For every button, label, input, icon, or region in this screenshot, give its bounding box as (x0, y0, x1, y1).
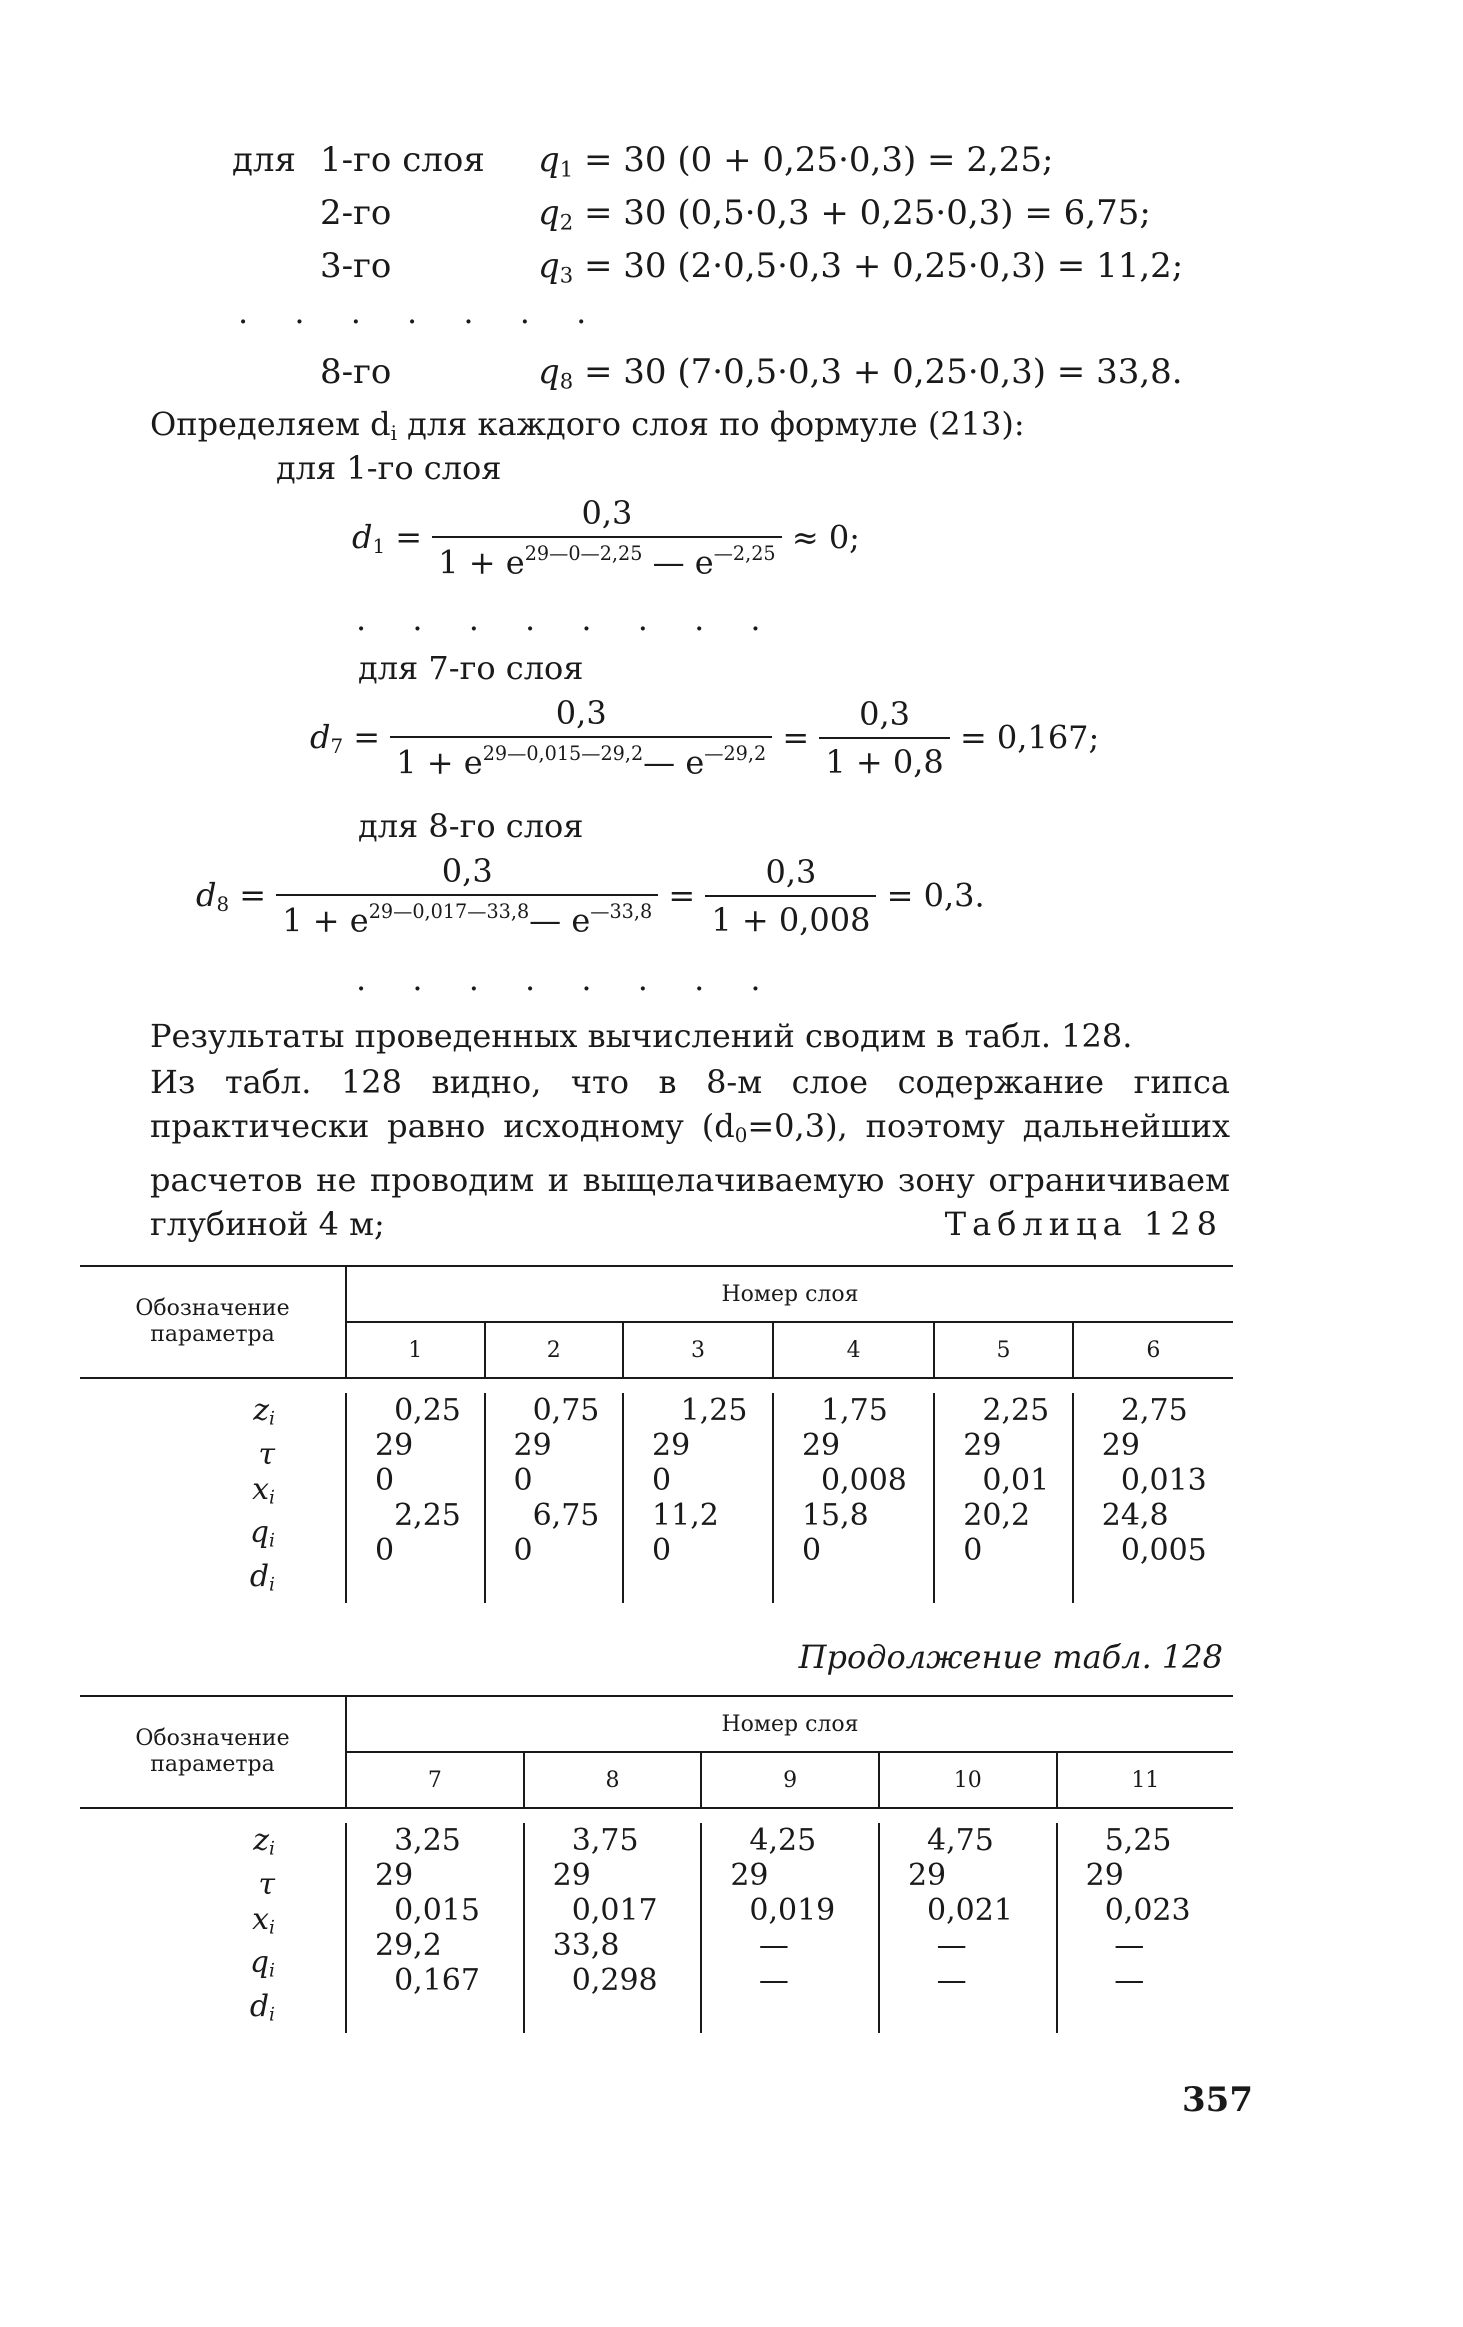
table-cell: 0 (801, 1533, 822, 1568)
parameter-symbol: $z_i$ (253, 1393, 275, 1430)
table-cell: — (1085, 1963, 1145, 1998)
eq-d8: $d_8$ = $\frac{0,3}{1 + e^{29—0,017—33,8}— e^{—33,8}}$ = $\frac{0,3}{1 + 0,008}$ = 0,3. (196, 852, 985, 940)
layer-col-header: 7 (346, 1752, 524, 1808)
table-cell: 4,75 (907, 1823, 994, 1858)
table-cell: 0 (375, 1463, 395, 1498)
table-cell: 0 (513, 1533, 533, 1568)
table-cell: 29 (552, 1858, 591, 1893)
table-cell: — (1085, 1928, 1145, 1963)
table-cell: 5,25 (1085, 1823, 1172, 1858)
layer-col-header: 1 (346, 1322, 485, 1378)
table1-title: Таблица 128 (944, 1205, 1223, 1243)
parameter-symbol: $q_i$ (249, 1945, 275, 1982)
layer-col-header: 11 (1057, 1752, 1233, 1808)
parameter-symbol: τ (258, 1436, 275, 1472)
param-header: Обозначение параметра (80, 1266, 346, 1378)
layer-col-header: 2 (485, 1322, 624, 1378)
table-cell: 29 (1085, 1858, 1124, 1893)
table-cell: 29 (513, 1428, 552, 1463)
eq-q2: $q_2 = 30$ (0,5·0,3 + 0,25·0,3) = 6,75; (538, 193, 1151, 235)
layer-col-header: 6 (1073, 1322, 1233, 1378)
eq-d1: $d_1$ = $\frac{0,3}{1 + e^{29—0—2,25} — e^{—2,25}}$ ≈ 0; (352, 494, 860, 582)
table-cell: 0 (652, 1463, 672, 1498)
layer-values-column (346, 1823, 524, 2033)
table-cell: 29 (375, 1858, 414, 1893)
layer-values-column (879, 1823, 1057, 2033)
layer-col-header: 3 (623, 1322, 773, 1378)
layer-col-header: 5 (934, 1322, 1073, 1378)
layer-values-column (1057, 1823, 1233, 2033)
table-cell: 2,25 (963, 1393, 1050, 1428)
table-cell: 0,25 (375, 1393, 461, 1428)
table2-title: Продолжение табл. 128 (798, 1638, 1223, 1676)
determine-text: Определяем $d_i$ для каждого слоя по формуле (213): (150, 405, 1025, 445)
table-cell: 0,008 (801, 1463, 907, 1498)
table-cell: 29 (801, 1428, 841, 1463)
layer-col-header: 10 (879, 1752, 1057, 1808)
layer-values-column (1073, 1393, 1233, 1603)
table-cell: 1,75 (801, 1393, 888, 1428)
param-header-2: Обозначение параметра (80, 1696, 346, 1808)
table-cell: 4,25 (730, 1823, 817, 1858)
ellipsis-dots-2: . . . . . . . . (356, 600, 779, 638)
table-cell: 0,75 (513, 1393, 600, 1428)
layer8-label: для 8-го слоя (358, 807, 584, 845)
layer-values-column (701, 1823, 879, 2033)
layer-values-column (346, 1393, 485, 1603)
layer7-label: для 7-го слоя (358, 649, 584, 687)
parameter-symbol: τ (258, 1866, 275, 1902)
table-cell: 29 (907, 1858, 947, 1893)
table-cell: 6,75 (513, 1498, 600, 1533)
layer-col-header: 4 (773, 1322, 934, 1378)
table-cell: 0,013 (1101, 1463, 1207, 1498)
eq-q8: $q_8 = 30$ (7·0,5·0,3 + 0,25·0,3) = 33,8. (538, 352, 1183, 394)
table-cell: 29 (652, 1428, 691, 1463)
eq-q3: $q_3 = 30$ (2·0,5·0,3 + 0,25·0,3) = 11,2; (538, 246, 1184, 288)
table-cell: 0,021 (907, 1893, 1013, 1928)
table-cell: — (907, 1928, 967, 1963)
layer-values-column (773, 1393, 934, 1603)
table-cell: 29 (963, 1428, 1002, 1463)
table-cell: 0,019 (730, 1893, 836, 1928)
table-cell: 29,2 (375, 1928, 442, 1963)
table-cell: — (907, 1963, 967, 1998)
layer-header-2: Номер слоя (346, 1696, 1233, 1752)
table-cell: 0 (963, 1533, 983, 1568)
table-cell: 0,01 (963, 1463, 1050, 1498)
layer-values-column (934, 1393, 1073, 1603)
table-cell: 3,75 (552, 1823, 639, 1858)
parameter-symbol: $z_i$ (253, 1823, 275, 1860)
eq-d7: $d_7$ = $\frac{0,3}{1 + e^{29—0,015—29,2}— e^{—29,2}}$ = $\frac{0,3}{1 + 0,8}$ = 0,167; (310, 694, 1100, 782)
parameter-symbol: $q_i$ (249, 1515, 275, 1552)
table-128 (80, 1265, 1233, 1603)
table-cell: 29 (375, 1428, 414, 1463)
table-cell: 2,75 (1101, 1393, 1188, 1428)
eq-q8-label: 8-го (320, 352, 392, 392)
table-cell: 0,298 (552, 1963, 658, 1998)
ellipsis-dots-3: . . . . . . . . (356, 960, 779, 998)
layer-values-column (524, 1823, 702, 2033)
table-cell: 15,8 (801, 1498, 869, 1533)
layer-values-column (623, 1393, 773, 1603)
parameter-symbol: $d_i$ (249, 1558, 275, 1596)
eq-q3-label: 3-го (320, 246, 392, 286)
table-cell: 2,25 (375, 1498, 461, 1533)
table-128-continued (80, 1695, 1233, 2033)
parameter-symbol: $x_i$ (252, 1901, 275, 1939)
conclusion-paragraph: Из табл. 128 видно, что в 8-м слое содержание гипса практически равно исходному $(d_0=0,3)$, поэтому дальнейших расчетов не проводим и выщелачиваемую зону ограничиваем глубиной 4 м; (150, 1063, 1231, 1243)
eq-q1-label: 1-го слоя (320, 140, 485, 180)
layer1-label: для 1-го слоя (276, 449, 502, 487)
eq-q1-prefix: для (232, 140, 296, 180)
layer-col-header: 9 (701, 1752, 879, 1808)
layer-col-header: 8 (524, 1752, 702, 1808)
table-cell: 0,023 (1085, 1893, 1191, 1928)
table-cell: 3,25 (375, 1823, 461, 1858)
parameter-symbols (80, 1393, 346, 1603)
table-cell: 29 (1101, 1428, 1140, 1463)
ellipsis-dots: . . . . . . . (238, 293, 605, 331)
table-cell: 1,25 (652, 1393, 748, 1428)
table-cell: 0,005 (1101, 1533, 1207, 1568)
results-line: Результаты проведенных вычислений сводим в табл. 128. (150, 1017, 1133, 1055)
table-cell: 0,017 (552, 1893, 658, 1928)
table-cell: 0,167 (375, 1963, 480, 1998)
table-cell: 0 (652, 1533, 672, 1568)
table-cell: 0,015 (375, 1893, 480, 1928)
table-cell: 0 (375, 1533, 395, 1568)
table-cell: 11,2 (652, 1498, 719, 1533)
parameter-symbols (80, 1823, 346, 2033)
eq-q2-label: 2-го (320, 193, 392, 233)
layer-header: Номер слоя (346, 1266, 1233, 1322)
table-cell: — (730, 1928, 789, 1963)
table-cell: 0 (513, 1463, 533, 1498)
table-cell: 33,8 (552, 1928, 620, 1963)
parameter-symbol: $d_i$ (249, 1988, 275, 2026)
eq-q1: $q_1 = 30$ (0 + 0,25·0,3) = 2,25; (538, 140, 1054, 182)
page-number: 357 (1182, 2080, 1253, 2120)
layer-values-column (485, 1393, 624, 1603)
table-cell: — (730, 1963, 789, 1998)
table-cell: 29 (730, 1858, 769, 1893)
table-cell: 24,8 (1101, 1498, 1169, 1533)
parameter-symbol: $x_i$ (252, 1471, 275, 1509)
table-cell: 20,2 (963, 1498, 1031, 1533)
